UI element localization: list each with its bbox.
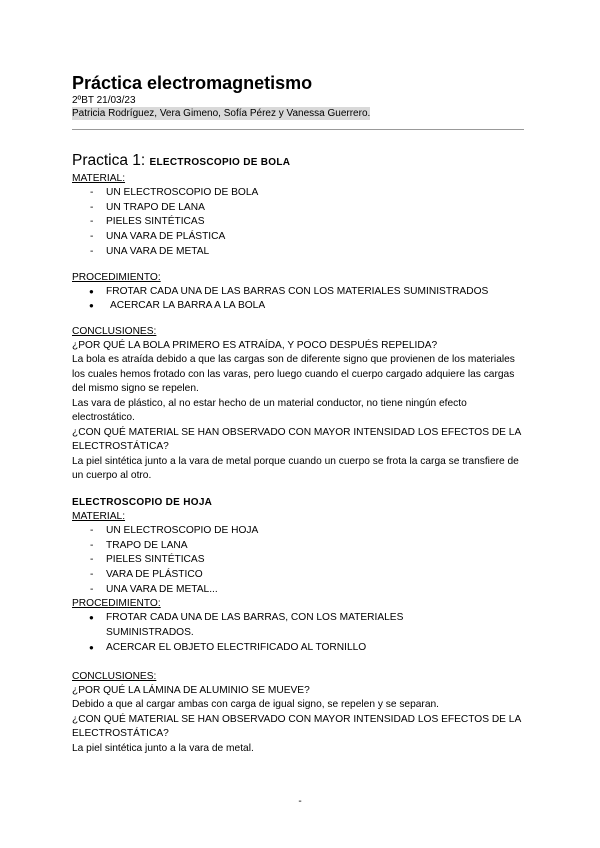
list-item: ● ACERCAR LA BARRA A LA BOLA bbox=[72, 299, 528, 314]
section1-answer-1: La bola es atraída debido a que las cargas son de diferente signo que provienen de los materiales los cuales hemos frotado con las varas, pero luego cuando el cuerpo cargado adquiere las cargas del mismo signo se repelen. bbox=[72, 354, 515, 395]
section2-question-2: ¿CON QUÉ MATERIAL SE HAN OBSERVADO CON MAYOR INTENSIDAD LOS EFECTOS DE LA ELECTROSTÁTICA? bbox=[72, 713, 521, 740]
section1-heading bbox=[72, 152, 528, 172]
section2-question-1: ¿POR QUÉ LA LÁMINA DE ALUMINIO SE MUEVE? bbox=[72, 684, 310, 696]
list-item: - PIELES SINTÉTICAS bbox=[72, 215, 528, 230]
document-page bbox=[72, 72, 528, 756]
list-item: - PIELES SINTÉTICAS bbox=[72, 553, 528, 568]
section2-conclusions-label: CONCLUSIONES: bbox=[72, 670, 157, 682]
list-item: - UN ELECTROSCOPIO DE HOJA bbox=[72, 524, 528, 539]
list-item: ● FROTAR CADA UNA DE LAS BARRAS CON LOS MATERIALES SUMINISTRADOS bbox=[72, 285, 528, 300]
section1-conclusions-label: CONCLUSIONES: bbox=[72, 325, 157, 337]
list-item: - VARA DE PLÁSTICO bbox=[72, 568, 528, 583]
document-title: Práctica electromagnetismo bbox=[72, 73, 313, 93]
section1-heading-label: Practica 1: bbox=[72, 152, 146, 169]
section1-question-2: ¿CON QUÉ MATERIAL SE HAN OBSERVADO CON MAYOR INTENSIDAD LOS EFECTOS DE LA ELECTROSTÁTICA? bbox=[72, 426, 521, 453]
section2-material-list bbox=[72, 524, 528, 598]
list-item: ● FROTAR CADA UNA DE LAS BARRAS, CON LOS MATERIALES SUMINISTRADOS. bbox=[72, 611, 528, 640]
list-item: - UNA VARA DE PLÁSTICA bbox=[72, 230, 528, 245]
section2-answer-2: La piel sintética junto a la vara de metal. bbox=[72, 742, 254, 754]
section1-procedure-label: PROCEDIMIENTO: bbox=[72, 271, 161, 283]
page-footer-mark: - bbox=[298, 796, 302, 807]
course-date: 2ºBT 21/03/23 bbox=[72, 95, 136, 106]
section2-heading: ELECTROSCOPIO DE HOJA bbox=[72, 496, 213, 508]
section1-subheading: ELECTROSCOPIO DE BOLA bbox=[149, 157, 291, 168]
section1-material-label: MATERIAL: bbox=[72, 173, 126, 184]
list-item: - UN TRAPO DE LANA bbox=[72, 201, 528, 216]
divider bbox=[72, 129, 524, 130]
section1-answer-1b: Las vara de plástico, al no estar hecho de un material conductor, no tiene ningún efecto electrostático. bbox=[72, 397, 467, 424]
section1-question-1: ¿POR QUÉ LA BOLA PRIMERO ES ATRAÍDA, Y POCO DESPUÉS REPELIDA? bbox=[72, 339, 438, 351]
list-item: - UN ELECTROSCOPIO DE BOLA bbox=[72, 186, 528, 201]
section2-answer-1: Debido a que al cargar ambas con carga de igual signo, se repelen y se separan. bbox=[72, 699, 439, 711]
section1-answer-2: La piel sintética junto a la vara de metal porque cuando un cuerpo se frota la carga se transfiere de un cuerpo al otro. bbox=[72, 455, 519, 482]
authors-line: Patricia Rodríguez, Vera Gimeno, Sofía Pérez y Vanessa Guerrero. bbox=[72, 108, 371, 119]
list-item: - UNA VARA DE METAL bbox=[72, 245, 528, 260]
section2-procedure-list bbox=[72, 611, 528, 655]
section2-material-label: MATERIAL: bbox=[72, 510, 126, 522]
list-item: ● ACERCAR EL OBJETO ELECTRIFICADO AL TORNILLO bbox=[72, 641, 528, 656]
section2-procedure-label: PROCEDIMIENTO: bbox=[72, 598, 161, 610]
list-item: - TRAPO DE LANA bbox=[72, 539, 528, 554]
list-item: - UNA VARA DE METAL... bbox=[72, 583, 528, 598]
section1-material-list bbox=[72, 186, 528, 260]
section1-procedure-list bbox=[72, 285, 528, 314]
